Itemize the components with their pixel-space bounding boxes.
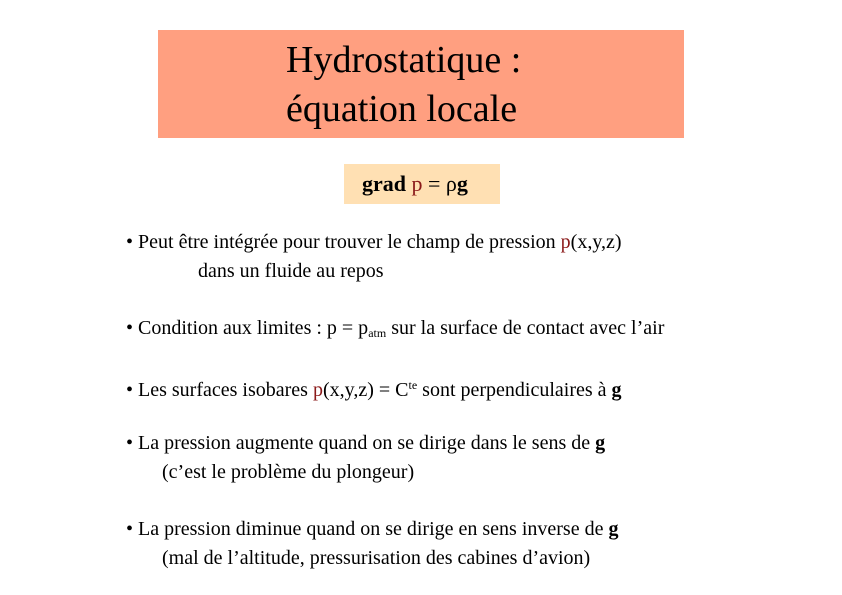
bullet-1-p: p [560,231,571,253]
bullet-4-g: g [595,432,606,454]
bullet-1-post: (x,y,z) [570,231,622,253]
bullet-5-line2: (mal de l’altitude, pressurisation des cabines d’avion) [162,547,591,569]
bullet-5-g: g [608,518,619,540]
formula-g: g [456,171,468,196]
bullet-1-text: Peut être intégrée pour trouver le champ de pression [133,231,561,253]
bullet-5 [126,516,618,542]
bullet-3-p: p [312,379,323,401]
bullet-4 [126,430,605,456]
bullet-5-text: La pression diminue quand on se dirige en sens inverse de [133,518,609,540]
bullet-marker: • [126,432,134,454]
bullet-4-text: La pression augmente quand on se dirige dans le sens de [133,432,596,454]
bullet-2-text: Condition aux limites : p = p [133,317,369,339]
bullet-3-g: g [611,379,622,401]
bullet-3-post: sont perpendiculaires à [417,379,612,401]
bullet-marker: • [126,317,134,339]
formula [362,170,468,198]
title-line-2: équation locale [286,88,518,130]
bullet-1 [126,229,622,255]
bullet-2 [126,315,664,346]
title-line-1: Hydrostatique : [286,39,522,81]
bullet-2-post: sur la surface de contact avec l’air [386,317,665,339]
bullet-4-line2: (c’est le problème du plongeur) [162,461,415,483]
bullet-3-mid: (x,y,z) = C [322,379,409,401]
bullet-marker: • [126,518,134,540]
formula-equals: = [422,171,446,196]
formula-p: p [411,171,423,196]
formula-box [344,164,500,204]
bullet-2-sub: atm [368,326,387,340]
bullet-marker: • [126,379,134,401]
bullet-3 [126,372,622,403]
formula-grad: grad [362,171,406,196]
formula-rho: ρ [445,171,457,196]
title-box [158,30,684,138]
bullet-3-text: Les surfaces isobares [133,379,313,401]
bullet-marker: • [126,231,134,253]
bullet-3-sup: te [408,378,418,392]
bullet-1-line2: dans un fluide au repos [198,260,384,282]
